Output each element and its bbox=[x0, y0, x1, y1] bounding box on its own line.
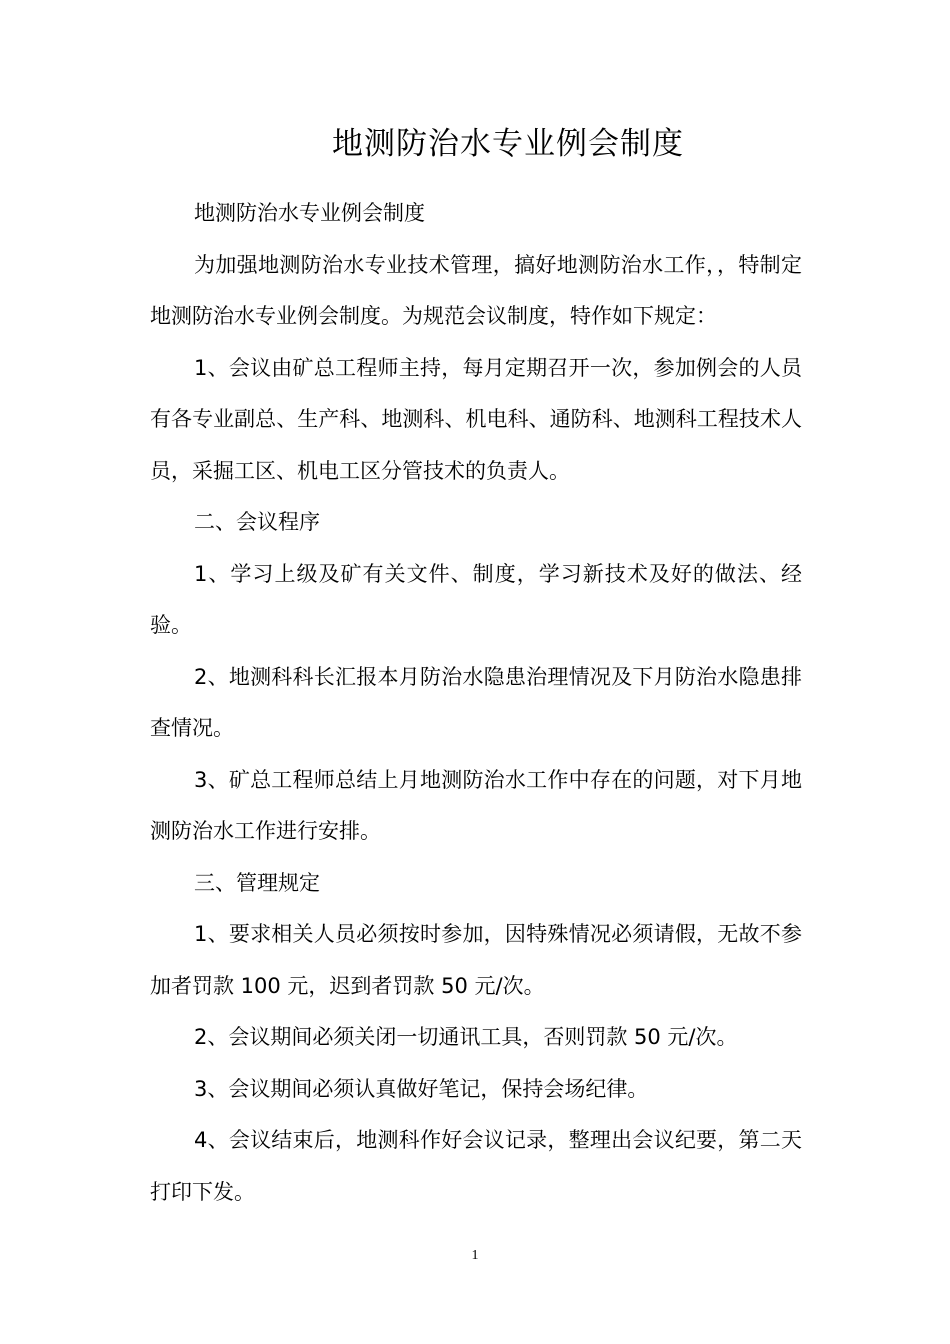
document-title: 地测防治水专业例会制度 bbox=[332, 126, 684, 162]
paragraph-rule-4: 4、会议结束后，地测科作好会议记录，整理出会议纪要，第二天打印下发。 bbox=[150, 1128, 802, 1204]
paragraph-procedure-3: 3、矿总工程师总结上月地测防治水工作中存在的问题，对下月地测防治水工作进行安排。 bbox=[150, 767, 802, 843]
paragraph-rule-2: 2、会议期间必须关闭一切通讯工具，否则罚款 50 元/次。 bbox=[194, 1025, 738, 1049]
paragraph-procedure-2: 2、地测科科长汇报本月防治水隐患治理情况及下月防治水隐患排查情况。 bbox=[150, 664, 802, 740]
paragraph-procedure-1: 1、学习上级及矿有关文件、制度，学习新技术及好的做法、经验。 bbox=[150, 561, 802, 637]
section-heading-procedure: 二、会议程序 bbox=[194, 510, 320, 534]
paragraph-rule-3: 3、会议期间必须认真做好笔记，保持会场纪律。 bbox=[194, 1076, 649, 1101]
page-number: 1 bbox=[471, 1248, 479, 1263]
section-heading-rules: 三、管理规定 bbox=[194, 870, 320, 895]
paragraph-item-1: 1、会议由矿总工程师主持，每月定期召开一次，参加例会的人员有各专业副总、生产科、地测科、机电科、通防科、地测科工程技术人员，采掘工区、机电工区分管技术的负责人。 bbox=[150, 355, 802, 483]
paragraph-subtitle: 地测防治水专业例会制度 bbox=[194, 201, 425, 225]
document-body bbox=[150, 188, 802, 1218]
paragraph-rule-1: 1、要求相关人员必须按时参加，因特殊情况必须请假，无故不参加者罚款 100 元，迟到者罚款 50 元/次。 bbox=[150, 922, 802, 998]
paragraph-intro: 为加强地测防治水专业技术管理，搞好地测防治水工作，，特制定地测防治水专业例会制度。为规范会议制度，特作如下规定： bbox=[150, 252, 802, 328]
